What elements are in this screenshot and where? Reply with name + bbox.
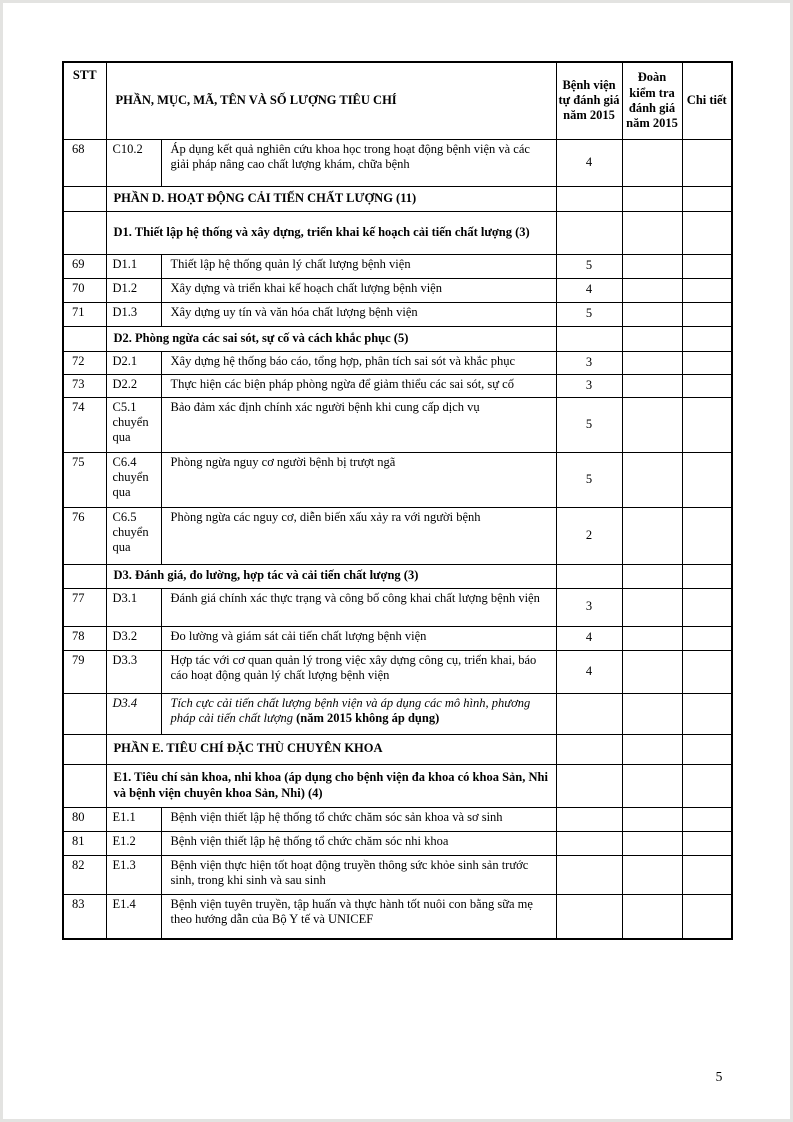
table-row	[63, 626, 732, 650]
criteria-cell	[161, 693, 556, 734]
criteria-text: Bảo đảm xác định chính xác người bệnh khi cung cấp dịch vụ	[170, 399, 480, 414]
self-assessment-cell: 4	[556, 650, 622, 693]
self-assessment-cell	[556, 186, 622, 211]
code-cell: C6.5 chuyển qua	[106, 507, 161, 564]
detail-cell	[682, 452, 732, 507]
criteria-note-bold: (năm 2015 không áp dụng)	[296, 710, 440, 725]
detail-cell	[682, 855, 732, 894]
header-criteria: PHẦN, MỤC, MÃ, TÊN VÀ SỐ LƯỢNG TIÊU CHÍ	[106, 62, 556, 139]
stt-cell	[63, 764, 106, 807]
self-assessment-cell	[556, 894, 622, 939]
inspection-cell	[622, 326, 682, 351]
table-row	[63, 254, 732, 278]
criteria-text: Bệnh viện thực hiện tốt hoạt động truyền thông sức khỏe sinh sản trước sinh, trong khi sinh và sau sinh	[170, 857, 529, 887]
inspection-cell	[622, 278, 682, 302]
detail-cell	[682, 278, 732, 302]
inspection-cell	[622, 374, 682, 397]
detail-cell	[682, 894, 732, 939]
criteria-text: Thiết lập hệ thống quản lý chất lượng bệnh viện	[170, 256, 411, 271]
detail-cell	[682, 326, 732, 351]
criteria-cell	[161, 452, 556, 507]
stt-cell	[63, 693, 106, 734]
code-cell: E1.3	[106, 855, 161, 894]
code-cell: D1.2	[106, 278, 161, 302]
criteria-cell	[161, 397, 556, 452]
inspection-cell	[622, 254, 682, 278]
inspection-cell	[622, 650, 682, 693]
criteria-cell	[161, 831, 556, 855]
criteria-text: Xây dựng và triển khai kế hoạch chất lượng bệnh viện	[170, 280, 442, 295]
stt-cell: 81	[63, 831, 106, 855]
self-assessment-cell	[556, 764, 622, 807]
detail-cell	[682, 186, 732, 211]
inspection-cell	[622, 186, 682, 211]
stt-cell: 68	[63, 139, 106, 186]
stt-cell: 83	[63, 894, 106, 939]
inspection-cell	[622, 831, 682, 855]
section-row	[63, 764, 732, 807]
table-row	[63, 278, 732, 302]
criteria-cell	[161, 855, 556, 894]
table-row	[63, 650, 732, 693]
inspection-cell	[622, 452, 682, 507]
detail-cell	[682, 254, 732, 278]
criteria-cell	[161, 894, 556, 939]
criteria-cell	[161, 374, 556, 397]
detail-cell	[682, 764, 732, 807]
stt-cell: 71	[63, 302, 106, 326]
stt-cell: 72	[63, 351, 106, 374]
criteria-cell	[161, 302, 556, 326]
table-row	[63, 139, 732, 186]
table-row	[63, 855, 732, 894]
table-body	[63, 139, 732, 939]
stt-cell	[63, 186, 106, 211]
criteria-table	[62, 61, 733, 940]
page-number: 5	[715, 1069, 723, 1084]
header-inspection: Đoàn kiểm tra đánh giá năm 2015	[622, 62, 682, 139]
code-cell: D3.3	[106, 650, 161, 693]
table-header-row	[63, 62, 732, 139]
detail-cell	[682, 397, 732, 452]
stt-cell: 78	[63, 626, 106, 650]
self-assessment-cell	[556, 211, 622, 254]
detail-cell	[682, 650, 732, 693]
table-row	[63, 894, 732, 939]
inspection-cell	[622, 397, 682, 452]
stt-cell: 79	[63, 650, 106, 693]
code-cell: D2.1	[106, 351, 161, 374]
self-assessment-cell: 4	[556, 139, 622, 186]
stt-cell	[63, 734, 106, 764]
detail-cell	[682, 588, 732, 626]
header-stt: STT	[63, 62, 106, 139]
stt-cell	[63, 211, 106, 254]
table-row	[63, 351, 732, 374]
detail-cell	[682, 351, 732, 374]
criteria-text: Thực hiện các biện pháp phòng ngừa để giảm thiểu các sai sót, sự cố	[170, 376, 514, 391]
inspection-cell	[622, 764, 682, 807]
stt-cell: 77	[63, 588, 106, 626]
stt-cell: 70	[63, 278, 106, 302]
stt-cell: 73	[63, 374, 106, 397]
stt-cell	[63, 564, 106, 588]
code-cell: D1.1	[106, 254, 161, 278]
table-row	[63, 507, 732, 564]
code-cell: D1.3	[106, 302, 161, 326]
self-assessment-cell	[556, 564, 622, 588]
code-cell: D3.2	[106, 626, 161, 650]
inspection-cell	[622, 564, 682, 588]
inspection-cell	[622, 693, 682, 734]
criteria-text: Đánh giá chính xác thực trạng và công bố công khai chất lượng bệnh viện	[170, 590, 540, 605]
code-cell: D3.1	[106, 588, 161, 626]
inspection-cell	[622, 734, 682, 764]
self-assessment-cell	[556, 807, 622, 831]
section-row	[63, 564, 732, 588]
table-row	[63, 807, 732, 831]
self-assessment-cell: 3	[556, 588, 622, 626]
self-assessment-cell: 5	[556, 254, 622, 278]
inspection-cell	[622, 351, 682, 374]
self-assessment-cell: 5	[556, 452, 622, 507]
self-assessment-cell	[556, 831, 622, 855]
table-row	[63, 588, 732, 626]
section-row	[63, 211, 732, 254]
self-assessment-cell: 4	[556, 278, 622, 302]
criteria-cell	[161, 278, 556, 302]
section-title: D3. Đánh giá, đo lường, hợp tác và cải tiến chất lượng (3)	[106, 564, 556, 588]
criteria-cell	[161, 588, 556, 626]
stt-cell: 75	[63, 452, 106, 507]
self-assessment-cell: 2	[556, 507, 622, 564]
detail-cell	[682, 693, 732, 734]
criteria-text: Bệnh viện thiết lập hệ thống tổ chức chăm sóc sản khoa và sơ sinh	[170, 809, 503, 824]
criteria-cell	[161, 254, 556, 278]
code-cell: C6.4 chuyển qua	[106, 452, 161, 507]
detail-cell	[682, 374, 732, 397]
self-assessment-cell: 5	[556, 302, 622, 326]
criteria-cell	[161, 650, 556, 693]
criteria-text: Phòng ngừa nguy cơ người bệnh bị trượt ngã	[170, 454, 396, 469]
section-title: D2. Phòng ngừa các sai sót, sự cố và cách khắc phục (5)	[106, 326, 556, 351]
criteria-cell	[161, 807, 556, 831]
inspection-cell	[622, 807, 682, 831]
detail-cell	[682, 507, 732, 564]
detail-cell	[682, 564, 732, 588]
section-row	[63, 326, 732, 351]
table-row	[63, 693, 732, 734]
inspection-cell	[622, 139, 682, 186]
stt-cell: 69	[63, 254, 106, 278]
inspection-cell	[622, 855, 682, 894]
detail-cell	[682, 626, 732, 650]
code-cell: D2.2	[106, 374, 161, 397]
self-assessment-cell: 3	[556, 351, 622, 374]
table-row	[63, 452, 732, 507]
section-title: D1. Thiết lập hệ thống và xây dựng, triển khai kế hoạch cải tiến chất lượng (3)	[106, 211, 556, 254]
stt-cell: 82	[63, 855, 106, 894]
detail-cell	[682, 302, 732, 326]
criteria-text: Phòng ngừa các nguy cơ, diễn biến xấu xảy ra với người bệnh	[170, 509, 481, 524]
stt-cell: 74	[63, 397, 106, 452]
detail-cell	[682, 139, 732, 186]
self-assessment-cell: 4	[556, 626, 622, 650]
inspection-cell	[622, 211, 682, 254]
criteria-text: Bệnh viện tuyên truyền, tập huấn và thực hành tốt nuôi con bằng sữa mẹ theo hướng dẫn của Bộ Y tế và UNICEF	[170, 896, 533, 926]
inspection-cell	[622, 894, 682, 939]
criteria-cell	[161, 139, 556, 186]
code-cell: C5.1 chuyển qua	[106, 397, 161, 452]
section-row	[63, 186, 732, 211]
criteria-text: Áp dụng kết quả nghiên cứu khoa học trong hoạt động bệnh viện và các giải pháp nâng cao chất lượng khám, chữa bệnh	[170, 141, 530, 171]
inspection-cell	[622, 302, 682, 326]
stt-cell: 76	[63, 507, 106, 564]
criteria-text: Xây dựng uy tín và văn hóa chất lượng bệnh viện	[170, 304, 418, 319]
code-cell: D3.4	[106, 693, 161, 734]
header-detail: Chi tiết	[682, 62, 732, 139]
inspection-cell	[622, 507, 682, 564]
criteria-text: Bệnh viện thiết lập hệ thống tổ chức chăm sóc nhi khoa	[170, 833, 449, 848]
detail-cell	[682, 734, 732, 764]
stt-cell: 80	[63, 807, 106, 831]
criteria-text: Xây dựng hệ thống báo cáo, tổng hợp, phân tích sai sót và khắc phục	[170, 353, 516, 368]
self-assessment-cell: 5	[556, 397, 622, 452]
table-row	[63, 397, 732, 452]
criteria-cell	[161, 351, 556, 374]
self-assessment-cell: 3	[556, 374, 622, 397]
detail-cell	[682, 831, 732, 855]
inspection-cell	[622, 626, 682, 650]
section-row	[63, 734, 732, 764]
section-title: PHẦN D. HOẠT ĐỘNG CẢI TIẾN CHẤT LƯỢNG (11)	[106, 186, 556, 211]
stt-cell	[63, 326, 106, 351]
inspection-cell	[622, 588, 682, 626]
criteria-cell	[161, 507, 556, 564]
criteria-text: Hợp tác với cơ quan quản lý trong việc xây dựng công cụ, triển khai, báo cáo hoạt động quản lý chất lượng bệnh viện	[170, 652, 537, 682]
criteria-text: Tích cực cải tiến chất lượng bệnh viện và áp dụng các mô hình, phương pháp cải tiến chất lượng	[170, 695, 531, 725]
header-self-assessment: Bệnh viện tự đánh giá năm 2015	[556, 62, 622, 139]
self-assessment-cell	[556, 693, 622, 734]
criteria-text: Đo lường và giám sát cải tiến chất lượng bệnh viện	[170, 628, 427, 643]
detail-cell	[682, 211, 732, 254]
self-assessment-cell	[556, 326, 622, 351]
section-title: PHẦN E. TIÊU CHÍ ĐẶC THÙ CHUYÊN KHOA	[106, 734, 556, 764]
code-cell: C10.2	[106, 139, 161, 186]
code-cell: E1.2	[106, 831, 161, 855]
section-title: E1. Tiêu chí sản khoa, nhi khoa (áp dụng cho bệnh viện đa khoa có khoa Sản, Nhi và bệnh viện chuyên khoa Sản, Nhi) (4)	[106, 764, 556, 807]
self-assessment-cell	[556, 734, 622, 764]
self-assessment-cell	[556, 855, 622, 894]
table-row	[63, 831, 732, 855]
code-cell: E1.1	[106, 807, 161, 831]
code-cell: E1.4	[106, 894, 161, 939]
detail-cell	[682, 807, 732, 831]
table-row	[63, 302, 732, 326]
criteria-cell	[161, 626, 556, 650]
table-row	[63, 374, 732, 397]
